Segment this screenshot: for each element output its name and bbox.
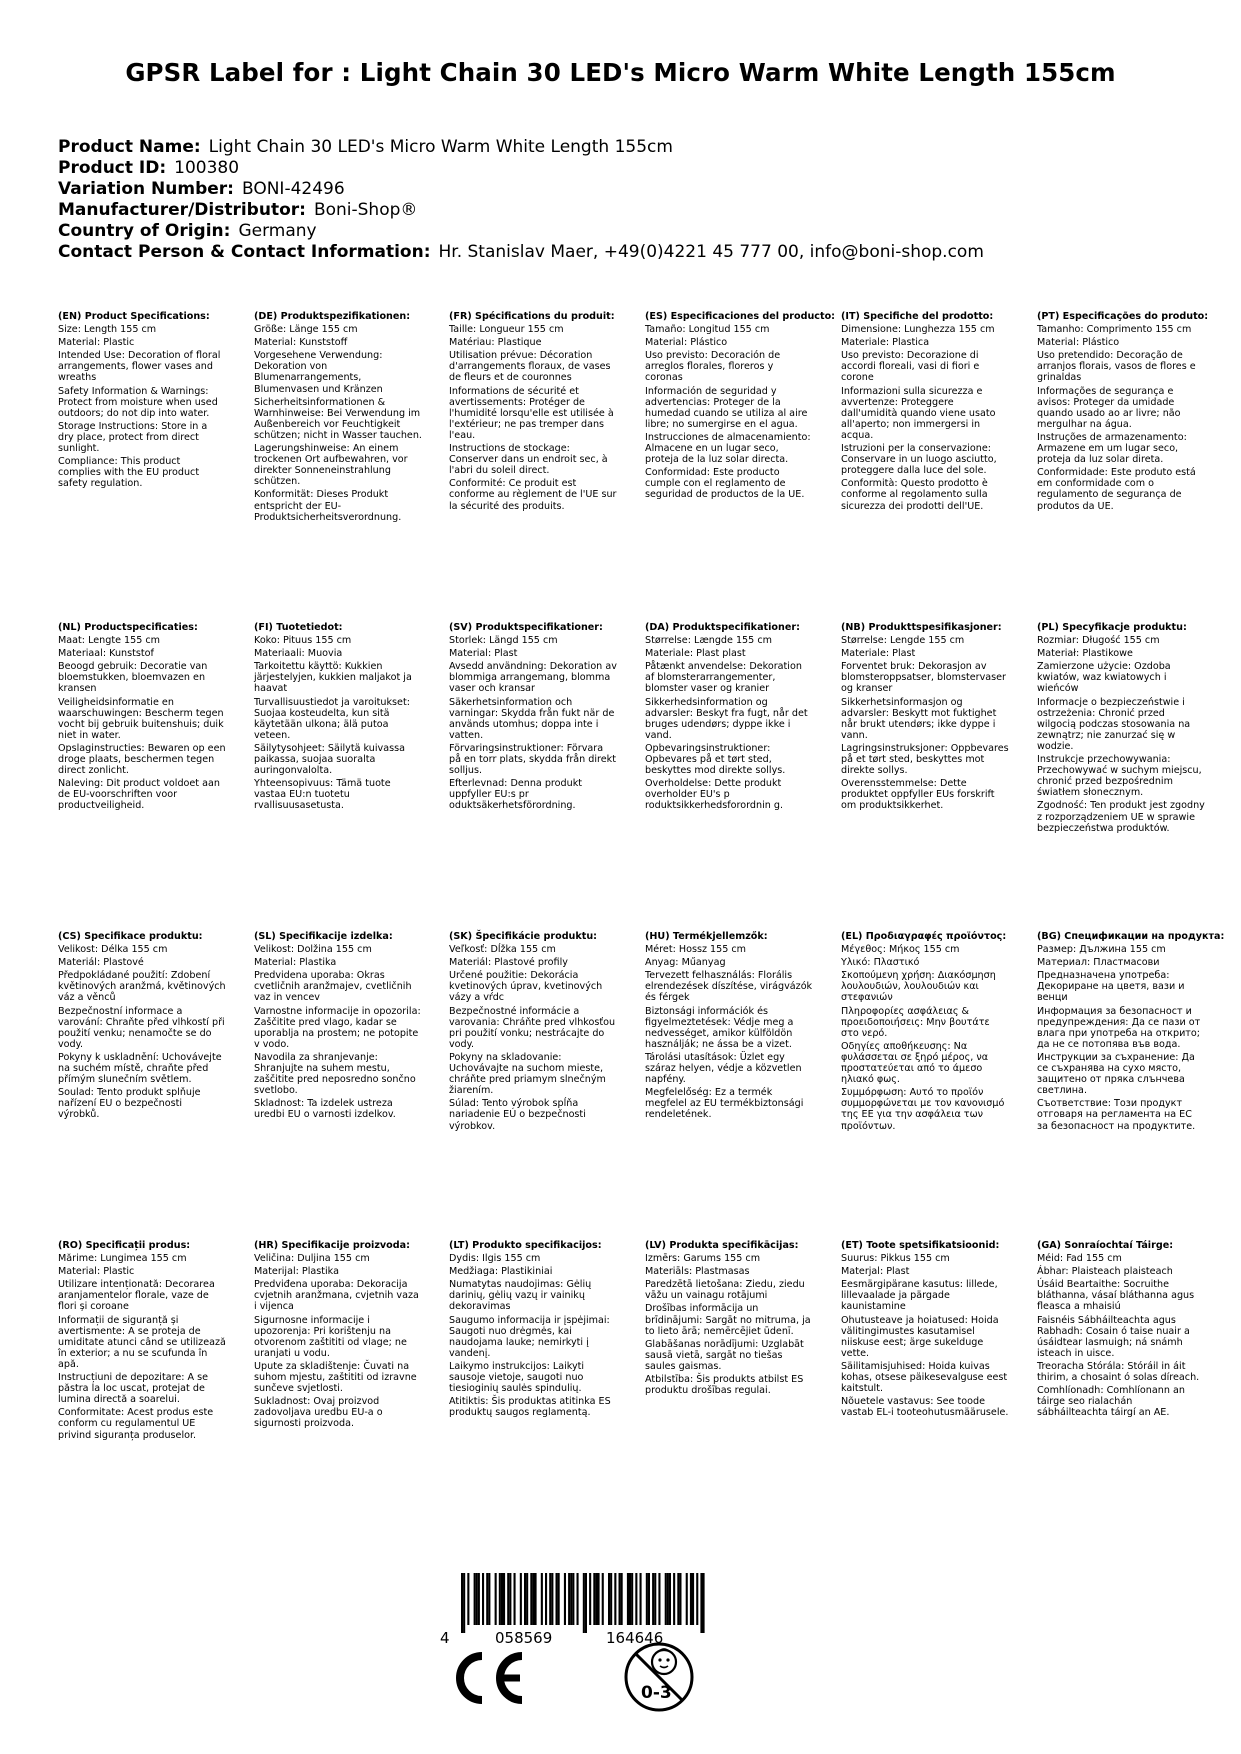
- barcode-bar: [665, 1573, 667, 1625]
- spec-line: Utilisation prévue: Décoration d'arrangements floraux, de vases de fleurs et de couronnes: [449, 350, 611, 384]
- product-info-label: Product Name:: [58, 137, 201, 157]
- barcode-bar: [700, 1573, 702, 1633]
- spec-block: [449, 622, 617, 812]
- spec-line: Forventet bruk: Dekorasjon av blomsteroppsatser, blomstervaser og kranser: [841, 661, 1006, 695]
- barcode-bar: [463, 1573, 465, 1633]
- barcode-bar: [482, 1573, 484, 1625]
- spec-line: Tervezett felhasználás: Florális elrendezések díszítése, virágvázók és férgek: [645, 970, 813, 1004]
- barcode-bar: [635, 1573, 637, 1625]
- spec-line: Conformidad: Este producto cumple con el reglamento de seguridad de productos de la UE.: [645, 467, 805, 501]
- spec-block: [1037, 931, 1225, 1132]
- product-info-row: [58, 221, 984, 242]
- spec-block: [1037, 311, 1209, 512]
- spec-line: Material: Plástico: [645, 337, 728, 349]
- spec-line: Förvaringsinstruktioner: Förvara på en torr plats, skydda från direkt solljus.: [449, 742, 616, 777]
- spec-line: Eesmärgipärane kasutus: lillede, lillevaalade ja pärgade kaunistamine: [841, 1279, 998, 1313]
- spec-line: Overholdelse: Dette produkt overholder EU's p roduktsikkerhedsforordnin g.: [645, 778, 784, 812]
- product-info-value: Light Chain 30 LED's Micro Warm White Length 155cm: [208, 137, 673, 157]
- product-info-row: [58, 242, 984, 263]
- barcode-bar: [652, 1573, 654, 1625]
- spec-line: Rozmiar: Długość 155 cm: [1037, 635, 1160, 647]
- spec-line: Opbevaringsinstruktioner: Opbevares på et tørt sted, beskyttes mod direkte sollys.: [645, 742, 786, 777]
- spec-block: [254, 311, 422, 523]
- spec-block: [645, 311, 836, 501]
- spec-heading: (BG) Спецификации на продукта:: [1037, 931, 1225, 942]
- spec-line: Předpokládané použití: Zdobení květinových aranžmá, květinových váz a věnců: [58, 970, 226, 1004]
- barcode-bar: [520, 1573, 522, 1625]
- spec-line: Varnostne informacije in opozorila: Zaščitite pred vlago, kadar se uporablja na prostem; ne potopite v vodo.: [254, 1005, 421, 1050]
- spec-row: [58, 311, 1238, 611]
- barcode-bar: [577, 1573, 579, 1625]
- spec-heading: (NL) Productspecificaties:: [58, 622, 198, 633]
- barcode-bar: [686, 1573, 688, 1625]
- spec-line: Anyag: Műanyag: [645, 957, 726, 969]
- barcode-bar: [631, 1573, 633, 1625]
- spec-line: Istruzioni per la conservazione: Conservare in un luogo asciutto, proteggere dalla luce del sole.: [841, 443, 997, 477]
- barcode-bar: [558, 1573, 560, 1625]
- spec-line: Sukladnost: Ovaj proizvod zadovoljava uredbu EU-a o sigurnosti proizvoda.: [254, 1396, 383, 1430]
- product-info-row: [58, 179, 984, 200]
- spec-line: Matériau: Plastique: [449, 337, 542, 349]
- product-info-row: [58, 137, 984, 158]
- spec-heading: (GA) Sonraíochtaí Táirge:: [1037, 1240, 1174, 1251]
- spec-line: Taille: Longueur 155 cm: [449, 324, 564, 336]
- spec-line: Konformität: Dieses Produkt entspricht der EU-Produktsicherheitsverordnung.: [254, 489, 402, 523]
- spec-block: [1037, 1240, 1205, 1418]
- barcode-bar: [526, 1573, 528, 1625]
- spec-line: Predviđena uporaba: Dekoracija cvjetnih aranžmana, cvjetnih vaza i vijenca: [254, 1279, 419, 1313]
- product-info-label: Country of Origin:: [58, 221, 231, 241]
- barcode-bar: [677, 1573, 679, 1625]
- spec-heading: (SL) Specifikacije izdelka:: [254, 931, 393, 942]
- spec-block: [449, 311, 617, 512]
- spec-heading: (HU) Termékjellemzők:: [645, 931, 768, 942]
- spec-line: Yhteensopivuus: Tämä tuote vastaa EU:n tuotetu rvallisuusasetusta.: [254, 778, 391, 812]
- spec-line: Uso pretendido: Decoração de arranjos florais, vasos de flores e grinaldas: [1037, 350, 1196, 384]
- spec-line: Veiligheidsinformatie en waarschuwingen: Bescherm tegen vocht bij gebruik buitenshuis; duik niet in water.: [58, 696, 224, 741]
- spec-line: Uso previsto: Decorazione di accordi floreali, vasi di fiori e corone: [841, 350, 980, 384]
- spec-line: Medžiaga: Plastikiniai: [449, 1266, 553, 1278]
- spec-heading: (NB) Produkttspesifikasjoner:: [841, 622, 1002, 633]
- spec-heading: (SV) Produktspecifikationer:: [449, 622, 603, 633]
- barcode-bar: [530, 1573, 532, 1625]
- spec-line: Tárolási utasítások: Üzlet egy száraz helyen, védje a közvetlen napfény.: [645, 1051, 802, 1086]
- spec-line: Lagerungshinweise: An einem trockenen Ort aufbewahren, vor direkter Sonneneinstrahlung schützen.: [254, 443, 408, 488]
- barcode-bar: [507, 1573, 509, 1625]
- barcode-bar: [585, 1573, 587, 1633]
- barcode-bar: [467, 1573, 469, 1625]
- spec-line: Ábhar: Plaisteach plaisteach: [1037, 1266, 1173, 1278]
- spec-line: Predvidena uporaba: Okras cvetličnih aranžmajev, cvetličnih vaz in vencev: [254, 970, 412, 1004]
- barcode-bar: [629, 1573, 631, 1625]
- spec-line: Comhlíonadh: Comhlíonann an táirge seo rialachán sábháilteachta táirgí an AE.: [1037, 1385, 1185, 1419]
- spec-line: Conformité: Ce produit est conforme au règlement de l'UE sur la sécurité des produits.: [449, 478, 617, 512]
- spec-line: Conformitate: Acest produs este conform cu regulamentul UE privind siguranța produselor.: [58, 1407, 214, 1441]
- spec-line: Pokyny na skladovanie: Uchovávajte na suchom mieste, chráňte pred priamym slnečným žiarením.: [449, 1051, 606, 1097]
- spec-line: Предназначена употреба: Декориране на цветя, вази и венци: [1037, 970, 1185, 1004]
- spec-line: Safety Information & Warnings: Protect from moisture when used outdoors; do not dip into water.: [58, 385, 218, 419]
- spec-line: Instrucciones de almacenamiento: Almacene en un lugar seco, proteja de la luz solar directa.: [645, 431, 811, 466]
- spec-block: [841, 931, 1009, 1132]
- spec-line: Material: Plástico: [1037, 337, 1120, 349]
- spec-heading: (LT) Produkto specifikacijos:: [449, 1240, 602, 1251]
- spec-line: Sikkerhedsinformation og advarsler: Beskyt fra fugt, når det bruges udendørs; dyppe ikke i vand.: [645, 696, 808, 741]
- barcode-bar: [658, 1573, 660, 1625]
- spec-line: Maat: Lengte 155 cm: [58, 635, 161, 647]
- barcode-bar: [488, 1573, 490, 1625]
- spec-block: [58, 1240, 226, 1441]
- spec-line: Säilytysohjeet: Säilytä kuivassa paikassa, suojaa suoralta auringonvalolta.: [254, 742, 405, 777]
- spec-heading: (FR) Spécifications du produit:: [449, 311, 615, 322]
- spec-line: Πληροφορίες ασφάλειας & προειδοποιήσεις: Μην βουτάτε στο νερό.: [841, 1005, 990, 1039]
- spec-line: Dydis: Ilgis 155 cm: [449, 1253, 541, 1265]
- barcode-bar: [703, 1573, 705, 1633]
- barcode-bar: [598, 1573, 600, 1625]
- spec-line: Vorgesehene Verwendung: Dekoration von Blumenarrangements, Blumenvasen und Kränzen: [254, 350, 383, 395]
- spec-line: Súlad: Tento výrobok spĺňa nariadenie EÚ o bezpečnosti výrobkov.: [449, 1098, 586, 1132]
- spec-block: [254, 1240, 422, 1430]
- ce-mark-text: CE: [448, 1648, 450, 1649]
- spec-block: [58, 622, 226, 812]
- barcode-bar: [556, 1573, 558, 1625]
- spec-line: Tamaño: Longitud 155 cm: [645, 324, 770, 336]
- spec-block: [841, 311, 1009, 512]
- barcode-bar: [545, 1573, 547, 1625]
- spec-heading: (DA) Produktspecifikationer:: [645, 622, 800, 633]
- spec-block: [645, 1240, 813, 1396]
- spec-line: Material: Plastic: [58, 1266, 135, 1278]
- barcode-bar: [551, 1573, 553, 1625]
- spec-line: Sikkerhetsinformasjon og advarsler: Beskytt mot fuktighet når brukt utendørs; ikke dyppe i vann.: [841, 696, 997, 741]
- spec-line: Materiál: Plastové profily: [449, 957, 568, 969]
- barcode-bar: [535, 1573, 537, 1625]
- spec-line: Naleving: Dit product voldoet aan de EU-voorschriften voor productveiligheid.: [58, 778, 220, 812]
- spec-line: Størrelse: Længde 155 cm: [645, 635, 772, 647]
- barcode-bar: [679, 1573, 681, 1625]
- spec-line: Material: Kunststoff: [254, 337, 348, 349]
- barcode-bars: [461, 1573, 705, 1633]
- spec-line: Размер: Дължина 155 cm: [1037, 944, 1166, 956]
- spec-block: [841, 622, 1009, 812]
- spec-line: Beoogd gebruik: Decoratie van bloemstukken, bloemvazen en kransen: [58, 661, 208, 695]
- spec-line: Saugumo informacija ir įspėjimai: Saugoti nuo drėgmės, kai naudojama lauke; nemirkyti į vandenį.: [449, 1314, 610, 1359]
- spec-line: Οδηγίες αποθήκευσης: Να φυλάσσεται σε ξηρό μέρος, να προστατεύεται από το άμεσο ηλιακό φως.: [841, 1040, 989, 1086]
- spec-line: Conformità: Questo prodotto è conforme al regolamento sulla sicurezza dei prodotti dell'UE.: [841, 478, 988, 512]
- spec-block: [841, 1240, 1009, 1418]
- spec-line: Megfelelőség: Ez a termék megfelel az EU termékbiztonsági rendeletének.: [645, 1087, 804, 1121]
- spec-line: Zamierzone użycie: Ozdoba kwiatów, waz kwiatowych i wieńców: [1037, 661, 1171, 695]
- spec-block: [58, 931, 226, 1121]
- spec-line: Μέγεθος: Μήκος 155 cm: [841, 944, 960, 956]
- spec-line: Instrucțiuni de depozitare: A se păstra la loc uscat, protejat de lumina directă a soarelui.: [58, 1372, 209, 1406]
- spec-line: Utilizare intenționată: Decorarea aranjamentelor florale, vaze de flori și coroane: [58, 1279, 215, 1313]
- spec-heading: (EN) Product Specifications:: [58, 311, 210, 322]
- spec-line: Materiāls: Plastmasas: [645, 1266, 750, 1278]
- spec-line: Ohutusteave ja hoiatused: Hoida välitingimustes kasutamisel niiskuse eest; ärge sukelduge vette.: [841, 1314, 999, 1359]
- barcode-bar: [692, 1573, 694, 1625]
- barcode-bar: [583, 1573, 585, 1633]
- spec-line: Tarkoitettu käyttö: Kukkien järjestelyjen, kukkien maljakot ja haavat: [254, 661, 412, 695]
- barcode-bar: [524, 1573, 526, 1625]
- spec-line: Materiał: Plastikowe: [1037, 648, 1133, 660]
- spec-heading: (LV) Produkta specifikācijas:: [645, 1240, 799, 1251]
- barcode-bar: [568, 1573, 570, 1625]
- barcode-bar: [495, 1573, 497, 1625]
- spec-heading: (EL) Προδιαγραφές προϊόντος:: [841, 931, 1007, 942]
- barcode-bar: [503, 1573, 505, 1625]
- spec-line: Materiaal: Kunststof: [58, 648, 154, 660]
- spec-line: Bezpečnostné informácie a varovania: Chráňte pred vlhkosťou pri použití vonku; nestrácajte do vody.: [449, 1005, 616, 1050]
- spec-line: Material: Plastic: [58, 337, 135, 349]
- spec-line: Υλικό: Πλαστικό: [841, 957, 920, 969]
- barcode-digits-mid: 058569: [495, 1629, 553, 1645]
- spec-line: Drošības informācija un brīdinājumi: Sargāt no mitruma, ja to lieto ārā; nemērcējiet ūdenī.: [645, 1303, 811, 1337]
- spec-line: Numatytas naudojimas: Gėlių darinių, gėlių vazų ir vainikų dekoravimas: [449, 1279, 592, 1313]
- spec-line: Instrukcje przechowywania: Przechowywać w suchym miejscu, chronić przed bezpośrednim światłem słonecznym.: [1037, 754, 1202, 799]
- spec-line: Atitiktis: Šis produktas atitinka ES produktų saugos reglamentą.: [449, 1396, 611, 1419]
- spec-heading: (RO) Specificații produs:: [58, 1240, 191, 1251]
- spec-line: Lagringsinstruksjoner: Oppbevares på et tørt sted, beskyttes mot direkte sollys.: [841, 742, 1009, 777]
- spec-line: Opslaginstructies: Bewaren op een droge plaats, beschermen tegen direct zonlicht.: [58, 742, 226, 777]
- spec-heading: (ES) Especificaciones del producto:: [645, 311, 836, 322]
- spec-row: [58, 1240, 1238, 1540]
- spec-heading: (PL) Specyfikacje produktu:: [1037, 622, 1187, 633]
- spec-heading: (HR) Specifikacije proizvoda:: [254, 1240, 410, 1251]
- spec-line: Σκοπούμενη χρήση: Διακόσμηση λουλουδιών, λουλουδιών και στεφανιών: [841, 970, 996, 1004]
- barcode-bar: [478, 1573, 480, 1625]
- spec-line: Materiale: Plast: [841, 648, 916, 660]
- product-info-row: [58, 200, 984, 221]
- spec-line: Påtænkt anvendelse: Dekoration af blomsterarrangementer, blomster vaser og kranier: [645, 661, 802, 695]
- barcode-bar: [589, 1573, 591, 1625]
- spec-line: Материал: Пластмасови: [1037, 957, 1160, 969]
- product-info-value: BONI-42496: [241, 179, 345, 199]
- barcode-bar: [614, 1573, 616, 1625]
- spec-line: Laikymo instrukcijos: Laikyti sausoje vietoje, saugoti nuo tiesioginių saulės spindulių.: [449, 1360, 585, 1395]
- spec-line: Méid: Fad 155 cm: [1037, 1253, 1122, 1265]
- spec-line: Storage Instructions: Store in a dry place, protect from direct sunlight.: [58, 420, 208, 455]
- spec-line: Materiaali: Muovia: [254, 648, 343, 660]
- spec-line: Treoracha Stórála: Stóráil in áit thirim, a chosaint ó solas díreach.: [1037, 1360, 1200, 1384]
- spec-line: Información de seguridad y advertencias: Proteger de la humedad cuando se utiliza al aire libre; no sumergirse en el agua.: [645, 385, 808, 430]
- spec-line: Materiale: Plastica: [841, 337, 930, 349]
- spec-heading: (PT) Especificações do produto:: [1037, 311, 1209, 322]
- spec-line: Materiale: Plast plast: [645, 648, 746, 660]
- spec-line: Size: Length 155 cm: [58, 324, 157, 336]
- spec-line: Συμμόρφωση: Αυτό το προϊόν συμμορφώνεται με τον κανονισμό της ΕΕ για την ασφάλεια των προϊόντων.: [841, 1087, 1005, 1132]
- spec-block: [449, 931, 617, 1132]
- spec-heading: (SK) Špecifikácie produktu:: [449, 931, 598, 942]
- spec-line: Sigurnosne informacije i upozorenja: Pri korištenju na otvorenom zaštititi od vlage; ne uranjati u vodu.: [254, 1314, 407, 1359]
- spec-block: [254, 931, 422, 1121]
- barcode: [431, 1573, 725, 1645]
- product-info-value: Hr. Stanislav Maer, +49(0)4221 45 777 00, info@boni-shop.com: [438, 242, 984, 262]
- spec-line: Navodila za shranjevanje: Shranjujte na suhem mestu, zaščitite pred neposredno sončno svetlobo.: [254, 1051, 416, 1097]
- barcode-bar: [648, 1573, 650, 1625]
- spec-heading: (IT) Specifiche del prodotto:: [841, 311, 994, 322]
- spec-line: Informacje o bezpieczeństwie i ostrzeżenia: Chronić przed wilgocią podczas stosowania na zewnątrz; nie zanurzać się w wodzie.: [1037, 696, 1191, 752]
- spec-line: Veličina: Duljina 155 cm: [254, 1253, 370, 1265]
- spec-line: Instructions de stockage: Conserver dans un endroit sec, à l'abri du soleil direct.: [449, 443, 608, 477]
- spec-heading: (FI) Tuotetiedot:: [254, 622, 343, 633]
- spec-line: Materjal: Plast: [841, 1266, 910, 1278]
- spec-line: Informations de sécurité et avertissements: Protéger de l'humidité lorsqu'elle est utilisée à l'extérieur; ne pas tremper dans l'eau.: [449, 385, 614, 441]
- spec-line: Uso previsto: Decoración de arreglos florales, floreros y coronas: [645, 350, 781, 384]
- barcode-bar: [501, 1573, 503, 1625]
- spec-line: Инструкции за съхранение: Да се съхранява на сухо място, защитено от пряка слънчева светлина.: [1037, 1051, 1195, 1097]
- product-info-value: Boni-Shop®: [313, 200, 418, 220]
- barcode-bar: [476, 1573, 478, 1625]
- spec-line: Mărime: Lungimea 155 cm: [58, 1253, 187, 1265]
- spec-line: Informações de segurança e avisos: Proteger da umidade quando usado ao ar livre; não mergulhar na água.: [1037, 385, 1181, 430]
- spec-block: [58, 311, 226, 489]
- barcode-bar: [572, 1573, 574, 1625]
- spec-line: Faisnéis Sábháilteachta agus Rabhadh: Cosain ó taise nuair a úsáidtear lasmuigh; ná snámh isteach in uisce.: [1037, 1314, 1190, 1359]
- spec-line: Paredzētā lietošana: Ziedu, ziedu vāžu un vainagu rotājumi: [645, 1279, 805, 1302]
- spec-line: Bezpečnostní informace a varování: Chraňte před vlhkostí při použití venku; nenamočte se do vody.: [58, 1005, 225, 1050]
- spec-line: Sicherheitsinformationen & Warnhinweise: Bei Verwendung im Außenbereich vor Feuchtigkeit schützen; nicht in Wasser tauchen.: [254, 396, 422, 441]
- barcode-bar: [640, 1573, 642, 1625]
- spec-line: Instruções de armazenamento: Armazene em um lugar seco, proteja da luz solar direta.: [1037, 431, 1187, 466]
- spec-line: Conformidade: Este produto está em conformidade com o regulamento de segurança de produtos da UE.: [1037, 467, 1196, 512]
- barcode-bar: [549, 1573, 551, 1625]
- spec-line: Koko: Pituus 155 cm: [254, 635, 352, 647]
- product-info-value: Germany: [238, 221, 317, 241]
- spec-line: Glabāšanas norādījumi: Uzglabāt sausā vietā, sargāt no tiešas saules gaismas.: [645, 1338, 804, 1372]
- spec-line: Tamanho: Comprimento 155 cm: [1037, 324, 1192, 336]
- barcode-bar: [564, 1573, 566, 1625]
- spec-line: Säilitamisjuhised: Hoida kuivas kohas, otsese päikesevalguse eest kaitstult.: [841, 1360, 1008, 1395]
- product-info: [58, 137, 984, 263]
- barcode-bar: [667, 1573, 669, 1625]
- product-info-label: Contact Person & Contact Information:: [58, 242, 431, 262]
- spec-line: Materiál: Plastové: [58, 957, 144, 969]
- barcode-bar: [621, 1573, 623, 1625]
- product-info-label: Product ID:: [58, 158, 167, 178]
- barcode-digit-first: 4: [440, 1629, 450, 1645]
- barcode-bar: [610, 1573, 612, 1625]
- spec-line: Informazioni sulla sicurezza e avvertenze: Proteggere dall'umidità quando viene usato all'aperto; non immergersi in acqua.: [841, 385, 996, 441]
- spec-line: Avsedd användning: Dekoration av blommiga arrangemang, blomma vaser och kransar: [449, 661, 617, 695]
- spec-line: Pokyny k uskladnění: Uchovávejte na suchém místě, chraňte před přímým slunečním světlem.: [58, 1051, 222, 1086]
- barcode-bar: [654, 1573, 656, 1625]
- spec-line: Größe: Länge 155 cm: [254, 324, 358, 336]
- barcode-bar: [619, 1573, 621, 1625]
- spec-line: Určené použitie: Dekorácia kvetinových úprav, kvetinových vázy a vŕdc: [449, 970, 603, 1004]
- barcode-bar: [627, 1573, 629, 1625]
- barcode-bar: [532, 1573, 534, 1625]
- not-for-children-0-3-icon: [622, 1640, 696, 1714]
- spec-line: Информация за безопасност и предупреждения: Да се пази от влага при употреба на открито; да не се потопява във вода.: [1037, 1005, 1201, 1050]
- barcode-bar: [673, 1573, 675, 1625]
- product-info-row: [58, 158, 984, 179]
- spec-line: Compliance: This product complies with the EU product safety regulation.: [58, 456, 200, 490]
- barcode-bar: [669, 1573, 671, 1625]
- spec-line: Størrelse: Lengde 155 cm: [841, 635, 965, 647]
- spec-line: Dimensione: Lunghezza 155 cm: [841, 324, 995, 336]
- spec-line: Informații de siguranță și avertismente: A se proteja de umiditate atunci când se utilizează în exterior; a nu se scufunda în apă.: [58, 1314, 226, 1370]
- spec-line: Turvallisuustiedot ja varoitukset: Suojaa kosteudelta, kun sitä käytetään ulkona; älä putoa veteen.: [254, 696, 410, 741]
- spec-line: Suurus: Pikkus 155 cm: [841, 1253, 950, 1265]
- spec-line: Veľkosť: Dĺžka 155 cm: [449, 944, 556, 956]
- spec-line: Material: Plast: [449, 648, 518, 660]
- spec-line: Méret: Hossz 155 cm: [645, 944, 747, 956]
- spec-line: Intended Use: Decoration of floral arrangements, flower vases and wreaths: [58, 350, 221, 384]
- spec-heading: (DE) Produktspezifikationen:: [254, 311, 411, 322]
- spec-line: Säkerhetsinformation och varningar: Skydda från fukt när de används utomhus; doppa inte i vatten.: [449, 696, 615, 741]
- spec-block: [449, 1240, 617, 1418]
- barcode-bar: [486, 1573, 488, 1625]
- spec-line: Nõuetele vastavus: See toode vastab EL-i tooteohutusmäärusele.: [841, 1396, 1009, 1419]
- age-mark-label: 0-3: [641, 1683, 672, 1703]
- barcode-digits-last: 164646: [606, 1629, 664, 1645]
- spec-line: Atbilstība: Šis produkts atbilst ES produktu drošības regulai.: [645, 1374, 804, 1397]
- barcode-bar: [541, 1573, 543, 1625]
- page-title: GPSR Label for : Light Chain 30 LED's Micro Warm White Length 155cm: [125, 58, 1116, 87]
- product-info-value: 100380: [174, 158, 240, 178]
- spec-line: Velikost: Dolžina 155 cm: [254, 944, 372, 956]
- barcode-bar: [608, 1573, 610, 1625]
- product-info-label: Variation Number:: [58, 179, 234, 199]
- spec-row: [58, 931, 1238, 1231]
- spec-line: Съответствие: Този продукт отговаря на регламента на ЕС за безопасност на продуктите.: [1037, 1098, 1196, 1132]
- spec-block: [1037, 622, 1205, 834]
- spec-block: [645, 622, 813, 812]
- spec-line: Overensstemmelse: Dette produktet oppfyller EUs forskrift om produktsikkerhet.: [841, 778, 995, 812]
- barcode-bar: [646, 1573, 648, 1625]
- barcode-bar: [602, 1573, 604, 1625]
- ce-mark-icon: [448, 1648, 530, 1708]
- product-info-label: Manufacturer/Distributor:: [58, 200, 306, 220]
- spec-line: Velikost: Délka 155 cm: [58, 944, 168, 956]
- spec-line: Efterlevnad: Denna produkt uppfyller EU:s pr oduktsäkerhetsförordning.: [449, 778, 583, 812]
- barcode-bar: [570, 1573, 572, 1625]
- spec-line: Úsáid Beartaithe: Socruithe bláthanna, vásaí bláthanna agus fleasca a mhaisiú: [1037, 1279, 1195, 1313]
- spec-line: Materijal: Plastika: [254, 1266, 339, 1278]
- spec-line: Zgodność: Ten produkt jest zgodny z rozporządzeniem UE w sprawie bezpieczeństwa produktów.: [1037, 800, 1205, 834]
- spec-line: Upute za skladištenje: Čuvati na suhom mjestu, zaštititi od izravne sunčeve svjetlosti.: [254, 1360, 417, 1395]
- spec-heading: (CS) Specifikace produktu:: [58, 931, 203, 942]
- spec-row: [58, 622, 1238, 922]
- spec-block: [254, 622, 422, 812]
- barcode-bar: [696, 1573, 698, 1625]
- barcode-bar: [595, 1573, 597, 1625]
- barcode-bar: [461, 1573, 463, 1633]
- spec-line: Material: Plastika: [254, 957, 337, 969]
- barcode-bar: [499, 1573, 501, 1625]
- spec-heading: (ET) Toote spetsifikatsioonid:: [841, 1240, 1000, 1251]
- barcode-bar: [514, 1573, 516, 1625]
- barcode-bar: [474, 1573, 476, 1625]
- barcode-bar: [593, 1573, 595, 1625]
- spec-line: Biztonsági információk és figyelmeztetések: Védje meg a nedvességet, amikor külföldön használják; ne ássa be a vizet.: [645, 1005, 794, 1050]
- spec-line: Storlek: Längd 155 cm: [449, 635, 558, 647]
- barcode-bar: [509, 1573, 511, 1625]
- spec-block: [645, 931, 813, 1121]
- barcode-bar: [690, 1573, 692, 1625]
- spec-line: Skladnost: Ta izdelek ustreza uredbi EU o varnosti izdelkov.: [254, 1098, 396, 1121]
- spec-line: Soulad: Tento produkt splňuje nařízení EU o bezpečnosti výrobků.: [58, 1087, 201, 1121]
- spec-line: Izmērs: Garums 155 cm: [645, 1253, 761, 1265]
